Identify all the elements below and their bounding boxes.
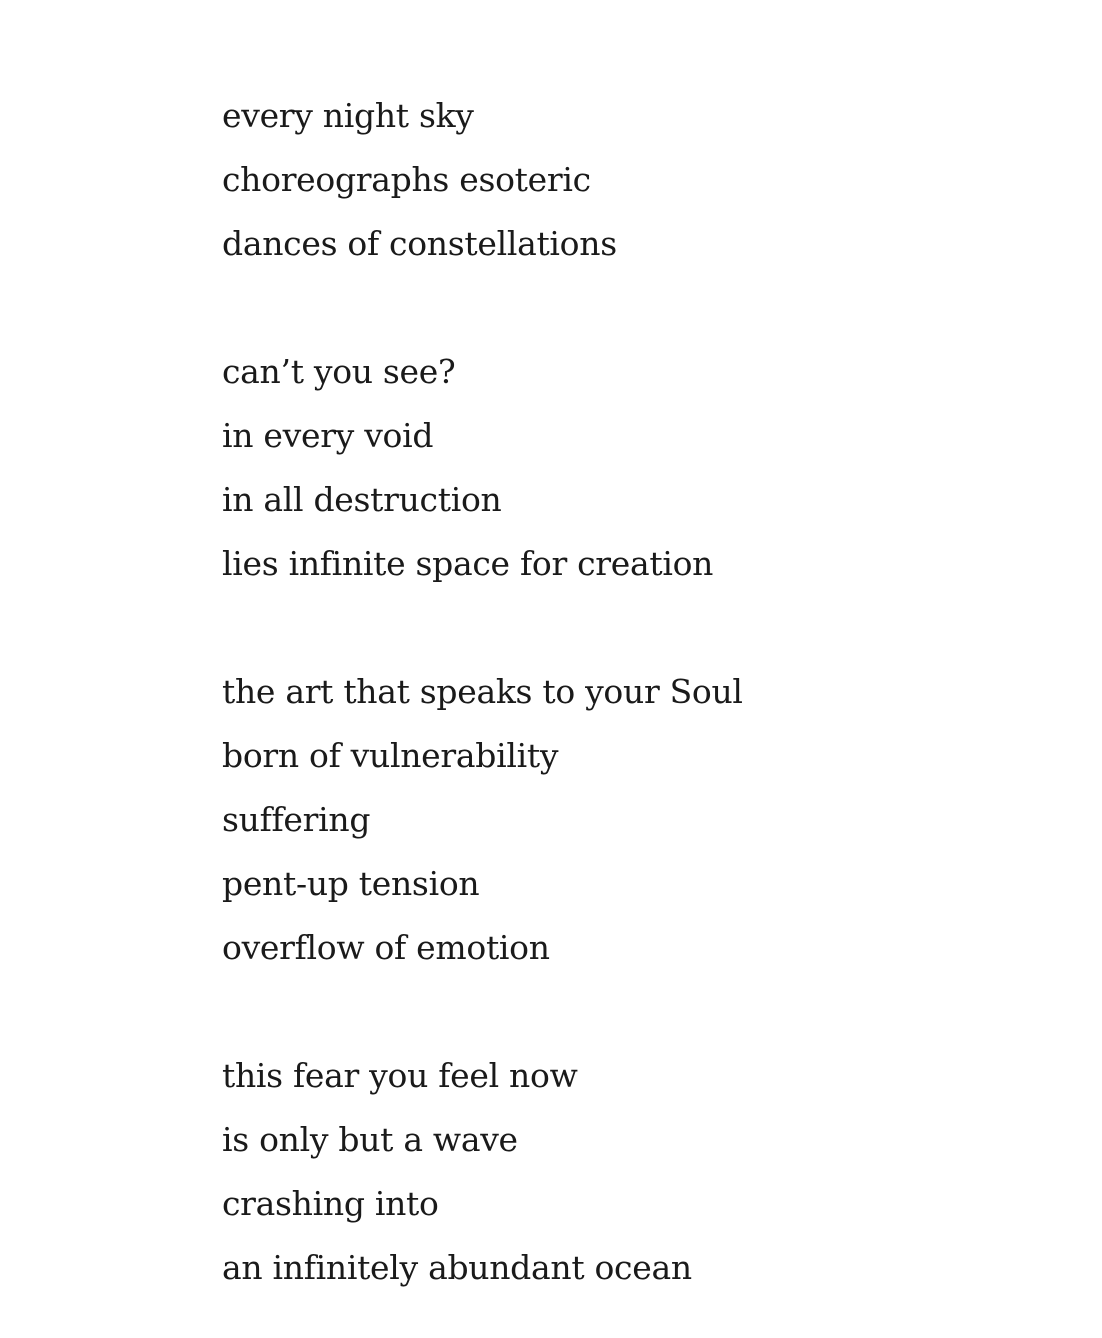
poem-line: choreographs esoteric	[222, 160, 591, 199]
poem-line: dances of constellations	[222, 224, 617, 263]
poem-line: overflow of emotion	[222, 928, 550, 967]
poem-line: the art that speaks to your Soul	[222, 672, 743, 711]
poem-text	[222, 86, 1042, 1302]
poem-line: every night sky	[222, 96, 474, 135]
stanza-2	[222, 342, 1042, 598]
stanza-4	[222, 1046, 1042, 1302]
poem-line: this fear you feel now	[222, 1056, 578, 1095]
stanza-3	[222, 662, 1042, 982]
poem-line: is only but a wave	[222, 1120, 518, 1159]
poem-line: an infinitely abundant ocean	[222, 1248, 692, 1287]
stanza-1	[222, 86, 1042, 278]
poem-line: in every void	[222, 416, 434, 455]
poem-line: pent-up tension	[222, 864, 480, 903]
poem-line: lies infinite space for creation	[222, 544, 714, 583]
poem-line: born of vulnerability	[222, 736, 559, 775]
poem-line: can’t you see?	[222, 352, 456, 391]
poem-line: crashing into	[222, 1184, 439, 1223]
poem-line: suffering	[222, 800, 371, 839]
poem-line: in all destruction	[222, 480, 502, 519]
